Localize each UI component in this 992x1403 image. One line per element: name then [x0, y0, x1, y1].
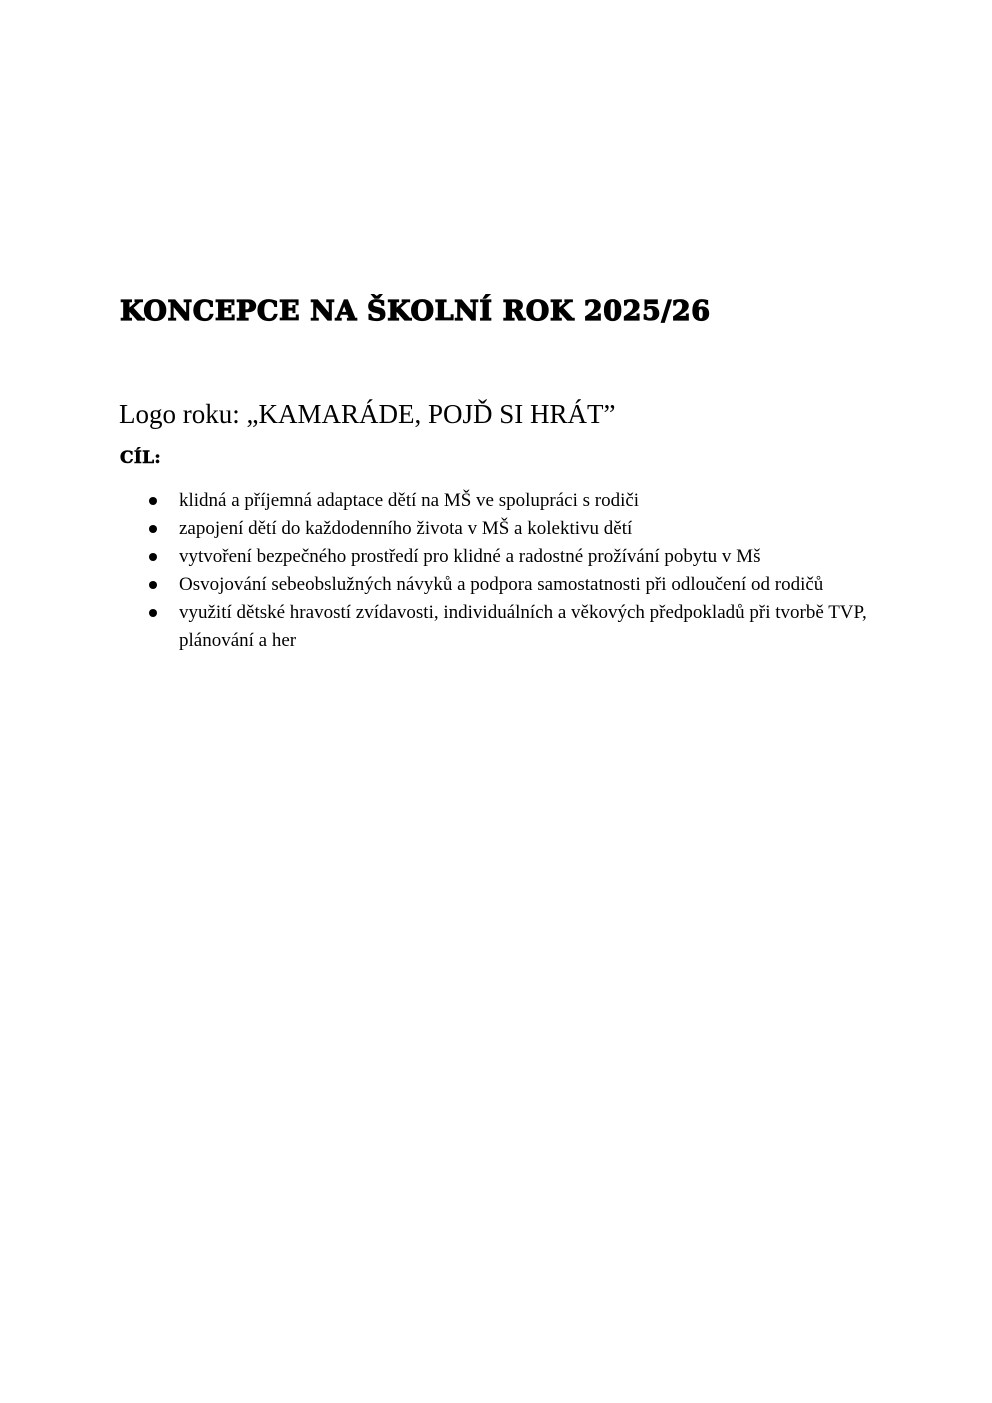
bullet-icon [149, 581, 157, 589]
goal-text: zapojení dětí do každodenního života v MŠ a kolektivu dětí [179, 518, 633, 539]
list-item [145, 515, 875, 543]
list-item [145, 571, 875, 599]
goal-text: vytvoření bezpečného prostředí pro klidné a radostné prožívání pobytu v Mš [179, 546, 761, 567]
bullet-icon [149, 497, 157, 505]
document-title: KONCEPCE NA ŠKOLNÍ ROK 2025/26 [120, 296, 711, 327]
bullet-icon [149, 609, 157, 617]
list-item [145, 487, 875, 515]
goal-text: Osvojování sebeobslužných návyků a podpora samostatnosti při odloučení od rodičů [179, 574, 824, 595]
list-item [145, 599, 875, 655]
logo-of-year: Logo roku: „KAMARÁDE, POJĎ SI HRÁT” [119, 399, 616, 429]
goal-text: klidná a příjemná adaptace dětí na MŠ ve spolupráci s rodiči [179, 490, 640, 511]
bullet-icon [149, 525, 157, 533]
bullet-icon [149, 553, 157, 561]
goal-heading: CÍL: [120, 448, 161, 468]
list-item [145, 543, 875, 571]
goal-text: využití dětské hravostí zvídavosti, individuálních a věkových předpokladů při tvorbě TVP, plánování a her [179, 602, 867, 651]
goal-list [145, 487, 875, 655]
